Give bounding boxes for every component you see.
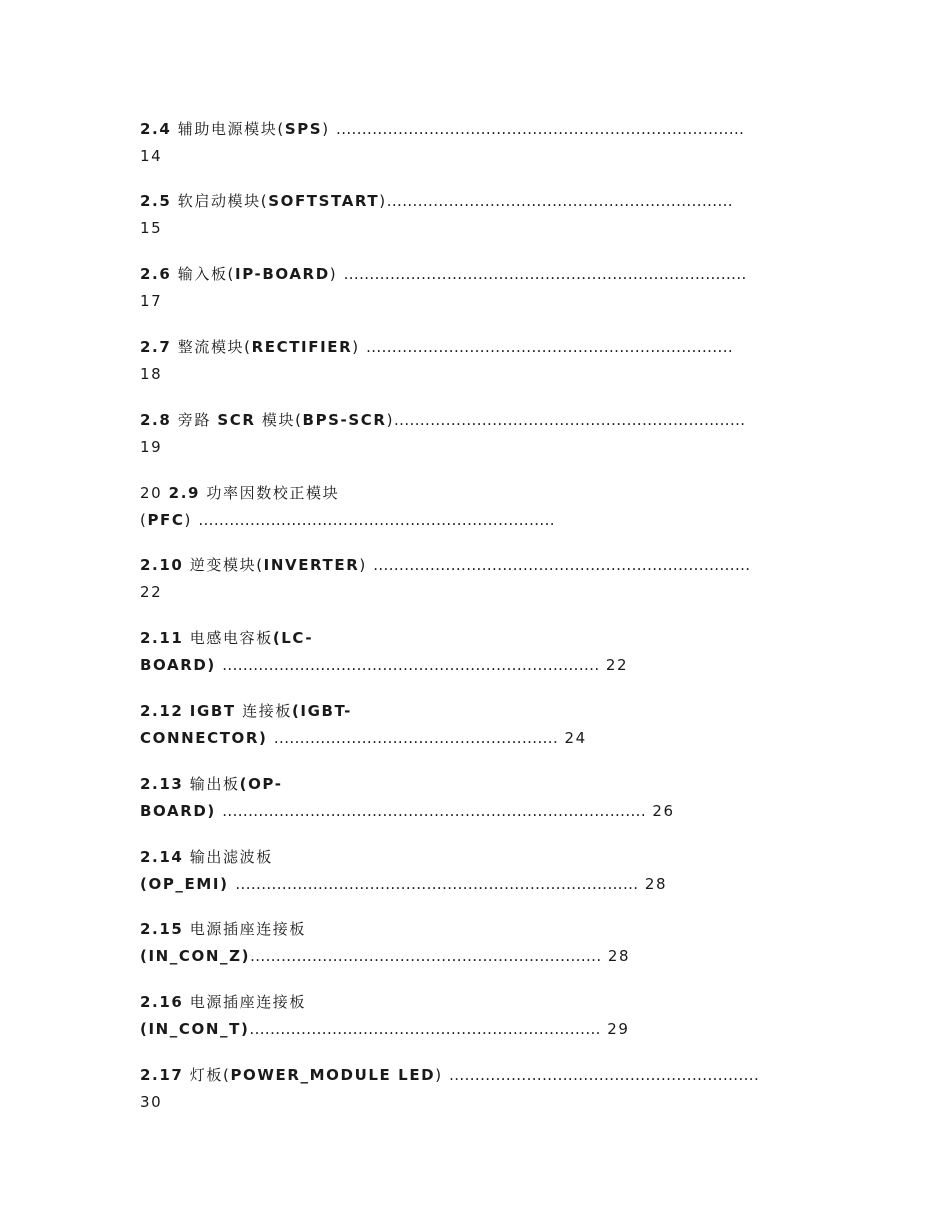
toc-entry-line xyxy=(140,1062,820,1089)
section-code: CONNECTOR) xyxy=(140,729,268,747)
toc-entry[interactable] xyxy=(140,261,820,315)
section-code: IP-BOARD xyxy=(235,265,330,283)
section-number: 2.16 xyxy=(140,993,184,1011)
section-title-tail: ) xyxy=(352,338,367,356)
section-title-tail: ) xyxy=(240,1020,250,1038)
section-title-tail: ) xyxy=(379,192,387,210)
section-code: INVERTER xyxy=(263,556,360,574)
section-title: 输出滤波板 xyxy=(189,848,273,866)
toc-entry[interactable] xyxy=(140,916,820,970)
section-title: 输出板 xyxy=(189,775,240,793)
toc-entry[interactable] xyxy=(140,844,820,898)
section-title: 软启动模块( xyxy=(177,192,269,210)
section-number: 2.10 xyxy=(140,556,184,574)
section-title: 连接板 xyxy=(235,702,292,720)
toc-entry-line xyxy=(140,698,820,725)
page-number: 28 xyxy=(644,875,668,893)
section-title-tail: ) xyxy=(322,120,337,138)
section-code: SOFTSTART xyxy=(268,192,380,210)
page-number: 19 xyxy=(140,438,163,456)
section-title: 电源插座连接板 xyxy=(189,920,306,938)
toc-entry-line xyxy=(140,916,820,943)
section-code: POWER_MODULE LED xyxy=(230,1066,436,1084)
page-number: 18 xyxy=(140,365,163,383)
dot-leader: ......................................................................... xyxy=(373,556,751,574)
dot-leader: .................................................................... xyxy=(249,1020,601,1038)
dot-leader: .............................................................................. xyxy=(235,875,639,893)
section-number: 2.6 xyxy=(140,265,172,283)
toc-entry-line xyxy=(140,844,820,871)
section-title: 输入板( xyxy=(177,265,236,283)
toc-entry[interactable] xyxy=(140,480,820,534)
page-number: 22 xyxy=(140,583,163,601)
section-number: 2.14 xyxy=(140,848,184,866)
section-code: (OP- xyxy=(239,775,283,793)
section-code: BOARD) xyxy=(140,656,216,674)
page-number: 22 xyxy=(605,656,629,674)
page-number: 26 xyxy=(652,802,675,820)
toc-entry[interactable] xyxy=(140,116,820,170)
section-title: 电感电容板 xyxy=(189,629,273,647)
toc-entry-line xyxy=(140,625,820,652)
dot-leader: ....................................................................... xyxy=(366,338,734,356)
toc-entry[interactable] xyxy=(140,625,820,679)
section-number: 2.4 xyxy=(140,120,172,138)
section-number: 2.5 xyxy=(140,192,172,210)
section-number: 2.12 xyxy=(140,702,184,720)
toc-entry-line xyxy=(140,798,820,825)
dot-leader: ............................................................ xyxy=(449,1066,760,1084)
section-title: 模块( xyxy=(255,411,303,429)
section-title-tail: ) xyxy=(184,511,199,529)
section-title-tail: ) xyxy=(329,265,344,283)
toc-entry-line: (OP_EMI) .............................................................................. 28 xyxy=(140,875,668,893)
section-title-tail: ) xyxy=(359,556,374,574)
dot-leader: .................................................................... xyxy=(394,411,746,429)
toc-entry[interactable] xyxy=(140,188,820,242)
section-number: 2.8 xyxy=(140,411,172,429)
toc-entry-line xyxy=(140,407,820,434)
toc-entry[interactable] xyxy=(140,334,820,388)
toc-entry-line xyxy=(140,989,820,1016)
section-title: 整流模块( xyxy=(177,338,252,356)
section-title-code: IGBT xyxy=(189,702,236,720)
toc-entry-line xyxy=(140,771,820,798)
section-code: OP_EMI xyxy=(148,875,221,893)
toc-entry[interactable] xyxy=(140,1062,820,1116)
section-code: SPS xyxy=(284,120,323,138)
section-code: BOARD) xyxy=(140,802,216,820)
section-title: 电源插座连接板 xyxy=(189,993,306,1011)
page-number: 14 xyxy=(140,147,163,165)
toc-entry[interactable] xyxy=(140,771,820,825)
toc-entry-line xyxy=(140,725,820,752)
section-title: 逆变模块( xyxy=(189,556,264,574)
toc-entry-line xyxy=(140,261,820,288)
toc-entry[interactable] xyxy=(140,552,820,606)
section-code: IN_CON_Z xyxy=(148,947,242,965)
dot-leader: .............................................................................. xyxy=(343,265,747,283)
toc-entry-line: (PFC) ..................................................................... xyxy=(140,511,555,529)
toc-entry[interactable] xyxy=(140,989,820,1043)
toc-entry-line xyxy=(140,334,820,361)
section-title-tail: ) xyxy=(386,411,395,429)
section-title: 旁路 xyxy=(177,411,218,429)
toc-entry-line: (IN_CON_T).................................................................... 29 xyxy=(140,1020,630,1038)
page-number: 29 xyxy=(607,1020,630,1038)
section-title: 功率因数校正模块 xyxy=(206,484,340,502)
dot-leader: ....................................................... xyxy=(273,729,559,747)
page-number: 15 xyxy=(140,219,163,237)
page-number: 30 xyxy=(140,1093,163,1111)
section-number: 2.11 xyxy=(140,629,184,647)
toc-entry-line xyxy=(140,116,820,143)
toc-entry-line xyxy=(140,480,820,507)
section-title-code: SCR xyxy=(217,411,256,429)
section-code: IN_CON_T xyxy=(148,1020,241,1038)
section-code: PFC xyxy=(147,511,185,529)
section-number: 2.17 xyxy=(140,1066,184,1084)
toc-entry[interactable] xyxy=(140,407,820,461)
toc-entry-line xyxy=(140,652,820,679)
toc-entry-line xyxy=(140,188,820,215)
section-code: RECTIFIER xyxy=(251,338,353,356)
dot-leader: .................................................................... xyxy=(250,947,602,965)
section-title-tail: ) xyxy=(435,1066,450,1084)
dot-leader: ......................................................................... xyxy=(222,656,600,674)
section-title-tail: ) xyxy=(220,875,236,893)
dot-leader: ..................................................................... xyxy=(198,511,555,529)
section-number: 2.15 xyxy=(140,920,184,938)
section-number: 2.13 xyxy=(140,775,184,793)
section-title: 辅助电源模块( xyxy=(177,120,285,138)
dot-leader: .................................................................................. xyxy=(222,802,647,820)
page-number: 28 xyxy=(607,947,631,965)
section-code: (LC- xyxy=(272,629,314,647)
section-number: 2.7 xyxy=(140,338,172,356)
dot-leader: ................................................................... xyxy=(386,192,733,210)
page-number: 24 xyxy=(564,729,587,747)
page-number: 20 xyxy=(140,484,163,502)
section-code: BPS-SCR xyxy=(302,411,387,429)
section-number: 2.9 xyxy=(168,484,201,502)
toc-entry-line xyxy=(140,552,820,579)
toc-entry-line: (IN_CON_Z).................................................................... 28 xyxy=(140,947,631,965)
dot-leader: ............................................................................... xyxy=(336,120,745,138)
toc-entry[interactable] xyxy=(140,698,820,752)
section-title-tail: ) xyxy=(241,947,251,965)
page-number: 17 xyxy=(140,292,163,310)
section-code: (IGBT- xyxy=(291,702,352,720)
section-title: 灯板( xyxy=(189,1066,231,1084)
